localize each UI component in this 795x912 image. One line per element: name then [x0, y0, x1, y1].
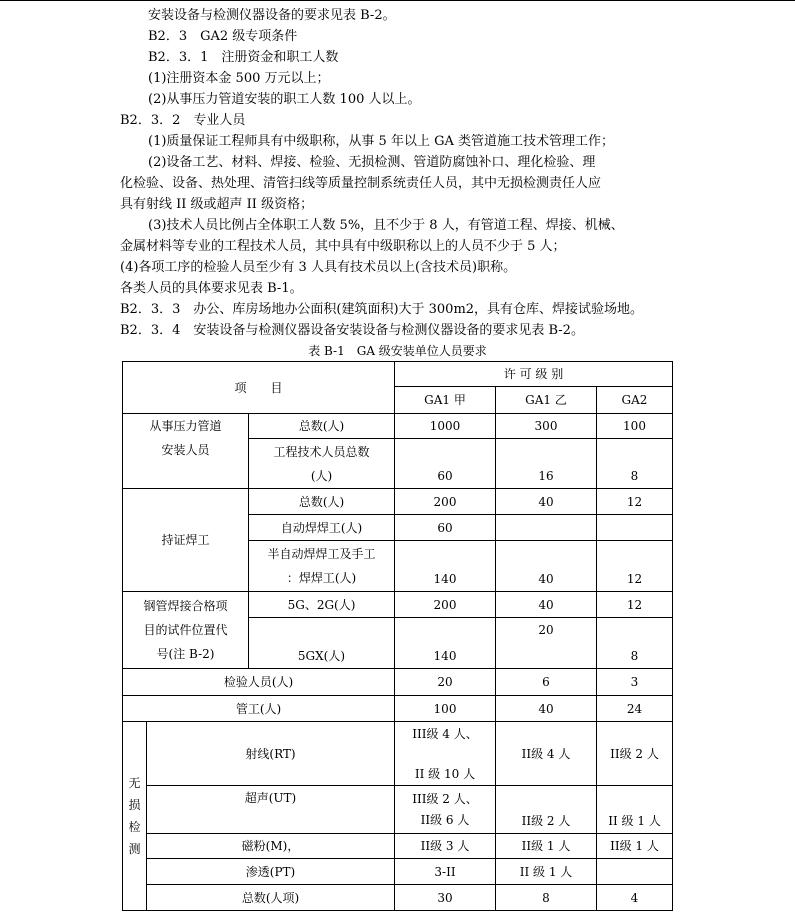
table-row	[123, 722, 673, 786]
table-row	[123, 859, 673, 885]
group-weld-positions: 钢管焊接合格项 目的试件位置代 号(注 B-2)	[123, 592, 249, 669]
cell-ga1a: 140	[395, 541, 496, 592]
group-certified-welders: 持证焊工	[123, 489, 249, 592]
cell-ga1b: 40	[496, 592, 597, 618]
table-row	[123, 834, 673, 859]
row-label: 半自动焊焊工及手工 ：焊焊工(人)	[249, 541, 395, 592]
text-line: 金属材料等专业的工程技术人员，其中具有中级职称以上的人员不少于 5 人；	[120, 239, 566, 254]
text-line: (2)设备工艺、材料、焊接、检验、无损检测、管道防腐蚀补口、理化检验、理	[148, 155, 596, 170]
text-line: (1)注册资本金 500 万元以上；	[148, 71, 330, 86]
cell-ga1a: 20	[395, 669, 496, 696]
header-ga1a: GA1 甲	[395, 387, 496, 414]
cell-ga1b: 20	[496, 618, 597, 669]
row-label: 渗透(PT)	[147, 859, 395, 885]
row-label: 总数(人)	[249, 414, 395, 439]
text-line: (2)从事压力管道安装的职工人数 100 人以上。	[148, 92, 421, 107]
table-row	[123, 592, 673, 618]
table-row	[123, 669, 673, 696]
cell-ga2: II 级 1 人	[597, 786, 673, 834]
table-row	[123, 786, 673, 834]
row-label: 工程技术人员总数 (人)	[249, 439, 395, 489]
cell-ga1b: 40	[496, 489, 597, 515]
cell-ga2	[597, 859, 673, 885]
text-line: 安装设备与检测仪器设备的要求见表 B-2。	[148, 8, 396, 23]
cell-ga1a: 60	[395, 439, 496, 489]
cell-ga2: 4	[597, 885, 673, 911]
text-line: (1)质量保证工程师具有中级职称，从事 5 年以上 GA 类管道施工技术管理工作；	[148, 134, 614, 149]
cell-ga1b: 300	[496, 414, 597, 439]
row-label: 检验人员(人)	[123, 669, 395, 696]
row-label: 射线(RT)	[147, 722, 395, 786]
section-heading: B2．3．2 专业人员	[120, 113, 246, 128]
cell-ga1a: III级 4 人、 II 级 10 人	[395, 722, 496, 786]
section-heading: B2．3．4 安装设备与检测仪器设备安装设备与检测仪器设备的要求见表 B-2。	[120, 323, 584, 338]
row-label: 管工(人)	[123, 696, 395, 722]
cell-ga2: II级 1 人	[597, 834, 673, 859]
cell-ga2: 12	[597, 489, 673, 515]
text-line: 具有射线 II 级或超声 II 级资格；	[120, 197, 314, 212]
header-ga2: GA2	[597, 387, 673, 414]
cell-ga1b: II 级 1 人	[496, 859, 597, 885]
row-label: 总数(人项)	[147, 885, 395, 911]
text-line: 化检验、设备、热处理、清管扫线等质量控制系统责任人员，其中无损检测责任人应	[120, 176, 602, 191]
cell-ga1a: 60	[395, 515, 496, 541]
section-heading: B2．3．1 注册资金和职工人数	[148, 50, 339, 65]
cell-ga1b: 40	[496, 541, 597, 592]
header-item: 项 目	[123, 362, 395, 414]
cell-ga1a: 100	[395, 696, 496, 722]
cell-ga2: 12	[597, 592, 673, 618]
cell-ga1a: 1000	[395, 414, 496, 439]
cell-ga2: 100	[597, 414, 673, 439]
text-line: (3)技术人员比例占全体职工人数 5%，且不少于 8 人，有管道工程、焊接、机械、	[148, 218, 624, 233]
text-line: (4)各项工序的检验人员至少有 3 人具有技术员以上(含技术员)职称。	[120, 260, 517, 275]
cell-ga1b	[496, 515, 597, 541]
cell-ga1b: II级 4 人	[496, 722, 597, 786]
table-row	[123, 489, 673, 515]
cell-ga1a: 3-II	[395, 859, 496, 885]
table-row	[123, 885, 673, 911]
cell-ga1b: II级 2 人	[496, 786, 597, 834]
table-caption: 表 B-1 GA 级安装单位人员要求	[308, 344, 487, 358]
section-heading: B2．3 GA2 级专项条件	[148, 29, 298, 44]
row-label: 自动焊焊工(人)	[249, 515, 395, 541]
cell-ga1b: II级 1 人	[496, 834, 597, 859]
cell-ga2: 8	[597, 618, 673, 669]
group-ndt: 无 损 检 测	[123, 722, 147, 911]
row-label: 5G、2G(人)	[249, 592, 395, 618]
row-label: 超声(UT)	[147, 786, 395, 834]
cell-ga1a: III级 2 人、 II级 6 人	[395, 786, 496, 834]
section-heading: B2．3．3 办公、库房场地办公面积(建筑面积)大于 300m2，具有仓库、焊接试验场地。	[120, 302, 644, 317]
cell-ga1b: 6	[496, 669, 597, 696]
personnel-requirements-table	[122, 361, 673, 911]
cell-ga1a: 30	[395, 885, 496, 911]
row-label: 总数(人)	[249, 489, 395, 515]
cell-ga2: 8	[597, 439, 673, 489]
text-line: 各类人员的具体要求见表 B-1。	[120, 281, 303, 296]
header-ga1b: GA1 乙	[496, 387, 597, 414]
cell-ga1a: II级 3 人	[395, 834, 496, 859]
cell-ga2: II级 2 人	[597, 722, 673, 786]
row-label: 磁粉(M)，	[147, 834, 395, 859]
cell-ga2: 3	[597, 669, 673, 696]
cell-ga1b: 16	[496, 439, 597, 489]
cell-ga1b: 40	[496, 696, 597, 722]
header-permit-level: 许 可 级 别	[395, 362, 673, 387]
group-pressure-staff: 从事压力管道 安装人员	[123, 414, 249, 489]
row-label: 5GX(人)	[249, 618, 395, 669]
top-rule	[0, 0, 795, 1]
cell-ga1a: 200	[395, 489, 496, 515]
cell-ga2: 24	[597, 696, 673, 722]
cell-ga2	[597, 515, 673, 541]
cell-ga2: 12	[597, 541, 673, 592]
cell-ga1b: 8	[496, 885, 597, 911]
table-row	[123, 414, 673, 439]
cell-ga1a: 200	[395, 592, 496, 618]
table-row	[123, 696, 673, 722]
cell-ga1a: 140	[395, 618, 496, 669]
